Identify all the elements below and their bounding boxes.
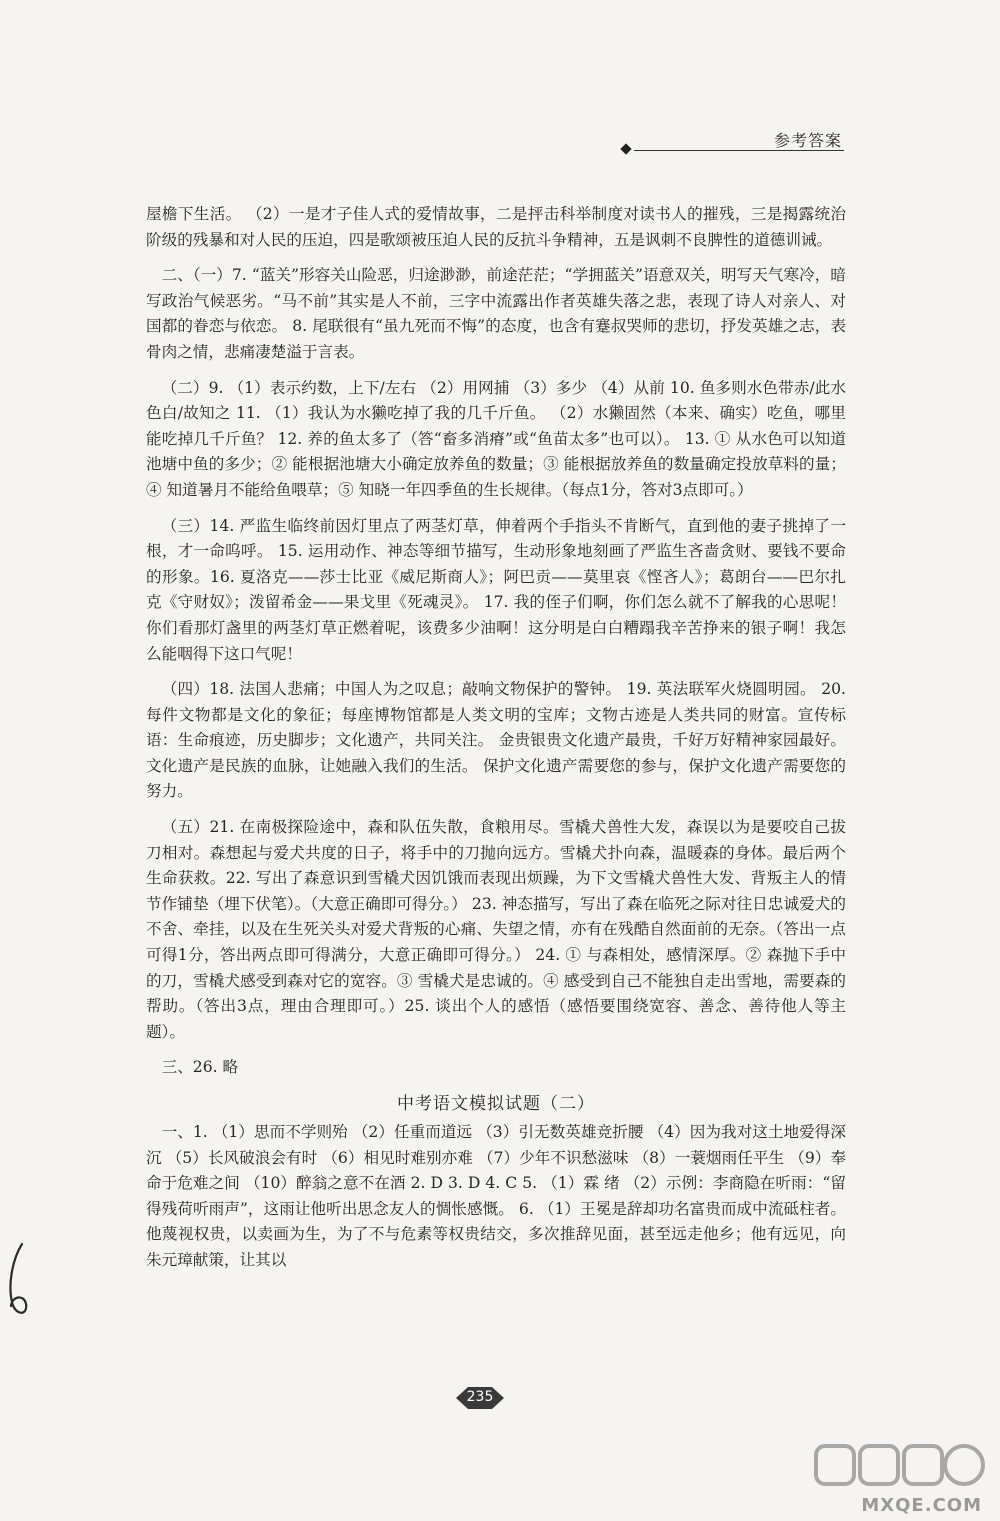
paragraph-3: （二）9. （1）表示约数，上下/左右 （2）用网捕 （3）多少 （4）从前 10. 鱼多则水色带赤/此水色白/故知之 11. （1）我认为水獭吃掉了我的几千斤鱼。 （2）水獭固然（本来、确实）吃鱼，哪里能吃掉几千斤鱼？ 12. 养的鱼太多了（答“畜多消瘠”或“鱼苗太多”也可以）。 13. ① 从水色可以知道池塘中鱼的多少；② 能根据池塘大小确定放养鱼的数量；③ 能根据放养鱼的数量确定投放草料的量；④ 知道暑月不能给鱼喂草；⑤ 知晓一年四季鱼的生长规律。（每点1分，答对3点即可。） <box>146 378 846 499</box>
section-title: 中考语文模拟试题（二） <box>397 1094 595 1114</box>
paragraph-4: （三）14. 严监生临终前因灯里点了两茎灯草，伸着两个手指头不肯断气，直到他的妻子挑掉了一根，才一命呜呼。 15. 运用动作、神态等细节描写，生动形象地刻画了严监生吝啬贪财、要钱不要命的形象。16. 夏洛克——莎士比亚《威尼斯商人》；阿巴贡——莫里哀《悭吝人》；葛朗台——巴尔扎克《守财奴》；泼留希金——果戈里《死魂灵》。 17. 我的侄子们啊，你们怎么就不了解我的心思呢！你们看那灯盏里的两茎灯草正燃着呢，该费多少油啊！这分明是白白糟蹋我辛苦挣来的银子啊！我怎么能咽得下这口气呢！ <box>146 516 846 663</box>
watermark-logo-icon <box>808 1440 988 1500</box>
handwritten-mark-icon <box>4 1240 34 1330</box>
watermark-text: MXQE.COM <box>861 1495 982 1516</box>
paragraph-2: 二、（一）7. “蓝关”形容关山险恶，归途渺渺，前途茫茫；“学拥蓝关”语意双关，明写天气寒冷，暗写政治气候恶劣。“马不前”其实是人不前，三字中流露出作者英雄失落之悲，表现了诗人对亲人、对国都的眷恋与依恋。 8. 尾联很有“虽九死而不悔”的态度，也含有蹇叔哭师的悲切，抒发英雄之志，表骨肉之情，悲痛凄楚溢于言表。 <box>146 266 846 361</box>
paragraph-6: （五）21. 在南极探险途中，森和队伍失散，食粮用尽。雪橇犬兽性大发，森误以为是要咬自己拔刀相对。森想起与爱犬共度的日子，将手中的刀抛向远方。雪橇犬扑向森，温暖森的身体。最后两个生命获救。22. 写出了森意识到雪橇犬因饥饿而表现出烦躁，为下文雪橇犬兽性大发、背叛主人的情节作铺垫（埋下伏笔）。（大意正确即可得分。） 23. 神态描写，写出了森在临死之际对往日忠诚爱犬的不舍、牵挂，以及在生死关头对爱犬背叛的心痛、失望之情，亦有在残酷自然面前的无奈。（答出一点可得1分，答出两点即可得满分，大意正确即可得分。） 24. ① 与森相处，感情深厚。② 森抛下手中的刀，雪橇犬感受到森对它的宽容。③ 雪橇犬是忠诚的。④ 感受到自己不能独自走出雪地，需要森的帮助。（答出3点，理由合理即可。）25. 谈出个人的感悟（感悟要围绕宽容、善念、善待他人等主题）。 <box>146 818 846 1041</box>
page-number-badge <box>454 1385 506 1411</box>
watermark <box>808 1440 988 1518</box>
page-header <box>622 128 844 158</box>
paragraph-8: 一、1. （1）思而不学则殆 （2）任重而道远 （3）引无数英雄竞折腰 （4）因为我对这土地爱得深沉 （5）长风破浪会有时 （6）相见时难别亦难 （7）少年不识愁滋味 （8）一蓑烟雨任平生 （9）奉命于危难之间 （10）醉翁之意不在酒 2. D 3. D 4. C 5. （1）霖 绪 （2）示例：李商隐在听雨：“留得残荷听雨声”，这雨让他听出思念友人的惆怅感慨。 6. （1）王冕是辞却功名富贵而成中流砥柱者。他蔑视权贵，以卖画为生，为了不与危素等权贵结交，多次推辞见面，甚至远走他乡；他有远见，向朱元璋献策，让其以 <box>146 1123 847 1269</box>
page-number: 235 <box>466 1389 494 1405</box>
paragraph-7: 三、26. 略 <box>161 1058 239 1077</box>
paragraph-1: 屋檐下生活。 （2）一是才子佳人式的爱情故事，二是抨击科举制度对读书人的摧残，三是揭露统治阶级的残暴和对人民的压迫，四是歌颂被压迫人民的反抗斗争精神，五是讽刺不良脾性的道德训诫。 <box>146 205 846 249</box>
paragraph-5: （四）18. 法国人悲痛；中国人为之叹息；敲响文物保护的警钟。 19. 英法联军火烧圆明园。 20. 每件文物都是文化的象征；每座博物馆都是人类文明的宝库；文物古迹是人类共同的财富。宣传标语：生命痕迹，历史脚步；文化遗产，共同关注。 金贵银贵文化遗产最贵，千好万好精神家园最好。 文化遗产是民族的血脉，让她融入我们的生活。 保护文化遗产需要您的参与，保护文化遗产需要您的努力。 <box>146 680 846 801</box>
answer-content <box>146 202 846 1280</box>
header-label: 参考答案 <box>773 131 842 150</box>
diamond-bullet-icon <box>620 143 631 154</box>
